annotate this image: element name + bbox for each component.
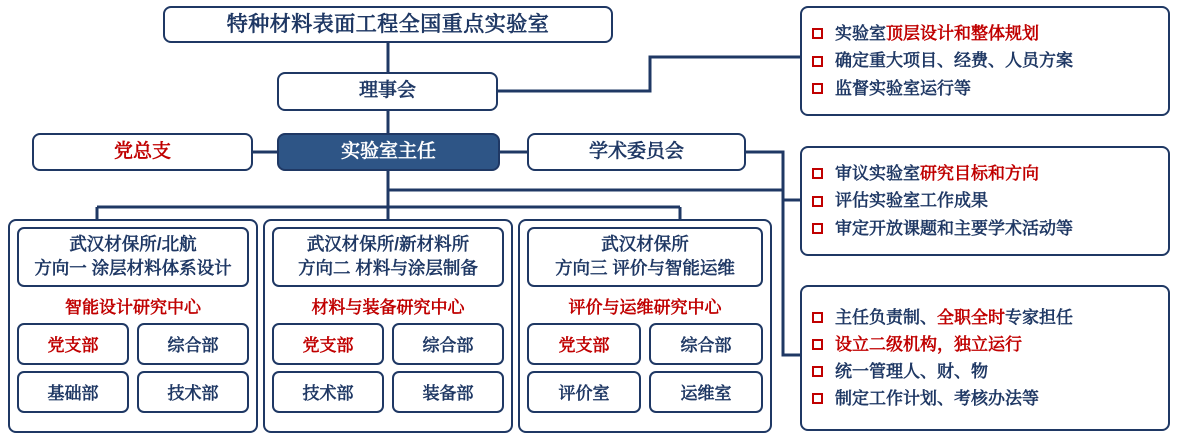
group-2-head-line1: 武汉材保所/新材料所 xyxy=(306,234,470,254)
callout-3-row-3-text: 统一管理人、财、物 xyxy=(835,362,988,381)
group-2-head-line2: 方向二 材料与涂层制备 xyxy=(298,257,478,278)
group-box-1 xyxy=(8,219,258,433)
callout-1-row-1-text: 实验室顶层设计和整体规划 xyxy=(835,24,1039,44)
group-2-cell-2[interactable]: 综合部 xyxy=(392,323,504,365)
group-3-head-line2: 方向三 评价与智能运维 xyxy=(555,257,735,278)
callout-3-row-3 xyxy=(812,358,1158,385)
council-node xyxy=(277,72,498,111)
group-box-3 xyxy=(518,219,772,433)
callout-2-row-1-text: 审议实验室研究目标和方向 xyxy=(835,164,1039,184)
group-2-cell-4[interactable]: 装备部 xyxy=(392,371,504,413)
square-bullet-icon xyxy=(812,393,823,404)
callout-academic-committee-duties xyxy=(800,146,1170,256)
group-2-cell-3[interactable]: 技术部 xyxy=(272,371,384,413)
callout-2-row-1 xyxy=(812,160,1158,187)
lab-title-label: 特种材料表面工程全国重点实验室 xyxy=(226,12,550,36)
callout-1-row-1 xyxy=(812,20,1158,47)
square-bullet-icon xyxy=(812,223,823,234)
callout-3-row-2 xyxy=(812,331,1158,358)
group-1-head-line2: 方向一 涂层材料体系设计 xyxy=(34,257,232,278)
group-1-cell-2[interactable]: 综合部 xyxy=(137,323,249,365)
group-1-cell-3[interactable]: 基础部 xyxy=(17,371,129,413)
callout-3-row-1 xyxy=(812,304,1158,331)
director-node xyxy=(277,133,500,171)
callout-3-row-2-text: 设立二级机构，独立运行 xyxy=(835,334,1022,354)
group-1-cell-1[interactable]: 党支部 xyxy=(17,323,129,365)
academic-committee-node xyxy=(527,133,746,171)
square-bullet-icon xyxy=(812,339,823,350)
lab-title-node xyxy=(163,6,613,43)
group-2-center: 材料与装备研究中心 xyxy=(311,298,465,318)
group-3-cell-2[interactable]: 综合部 xyxy=(649,323,763,365)
group-3-center: 评价与运维研究中心 xyxy=(568,298,722,318)
party-branch-node xyxy=(32,133,253,171)
callout-2-row-2-text: 评估实验室工作成果 xyxy=(835,191,988,211)
callout-3-row-4-text: 制定工作计划、考核办法等 xyxy=(835,389,1039,409)
group-1-cell-4[interactable]: 技术部 xyxy=(137,371,249,413)
group-3-head xyxy=(527,227,763,287)
callout-1-row-3 xyxy=(812,75,1158,102)
group-3-cells xyxy=(527,323,763,413)
callout-1-row-3-text: 监督实验室运行等 xyxy=(835,78,971,98)
square-bullet-icon xyxy=(812,312,823,323)
group-2-head xyxy=(272,227,504,287)
callout-2-row-3-text: 审定开放课题和主要学术活动等 xyxy=(835,218,1073,238)
group-3-cell-4[interactable]: 运维室 xyxy=(649,371,763,413)
square-bullet-icon xyxy=(812,366,823,377)
group-1-center: 智能设计研究中心 xyxy=(65,298,201,318)
group-3-cell-3[interactable]: 评价室 xyxy=(527,371,641,413)
callout-2-row-2 xyxy=(812,187,1158,214)
square-bullet-icon xyxy=(812,28,823,39)
group-3-cell-1[interactable]: 党支部 xyxy=(527,323,641,365)
callout-council-duties xyxy=(800,6,1170,116)
callout-3-row-4 xyxy=(812,385,1158,412)
group-1-head xyxy=(17,227,249,287)
party-branch-label: 党总支 xyxy=(113,140,171,162)
square-bullet-icon xyxy=(812,56,823,67)
group-1-cells xyxy=(17,323,249,413)
academic-committee-label: 学术委员会 xyxy=(588,140,684,162)
group-2-cell-1[interactable]: 党支部 xyxy=(272,323,384,365)
group-3-head-line1: 武汉材保所 xyxy=(601,234,689,254)
callout-2-row-3 xyxy=(812,215,1158,242)
callout-1-row-2-text: 确定重大项目、经费、人员方案 xyxy=(835,51,1073,71)
group-box-2 xyxy=(263,219,513,433)
council-label: 理事会 xyxy=(358,80,416,102)
square-bullet-icon xyxy=(812,196,823,207)
director-label: 实验室主任 xyxy=(340,140,436,162)
square-bullet-icon xyxy=(812,168,823,179)
callout-3-row-1-text: 主任负责制、全职全时专家担任 xyxy=(835,307,1073,327)
group-2-cells xyxy=(272,323,504,413)
group-1-head-line1: 武汉材保所/北航 xyxy=(69,234,197,254)
callout-1-row-2 xyxy=(812,47,1158,74)
square-bullet-icon xyxy=(812,83,823,94)
callout-director-duties xyxy=(800,285,1170,431)
